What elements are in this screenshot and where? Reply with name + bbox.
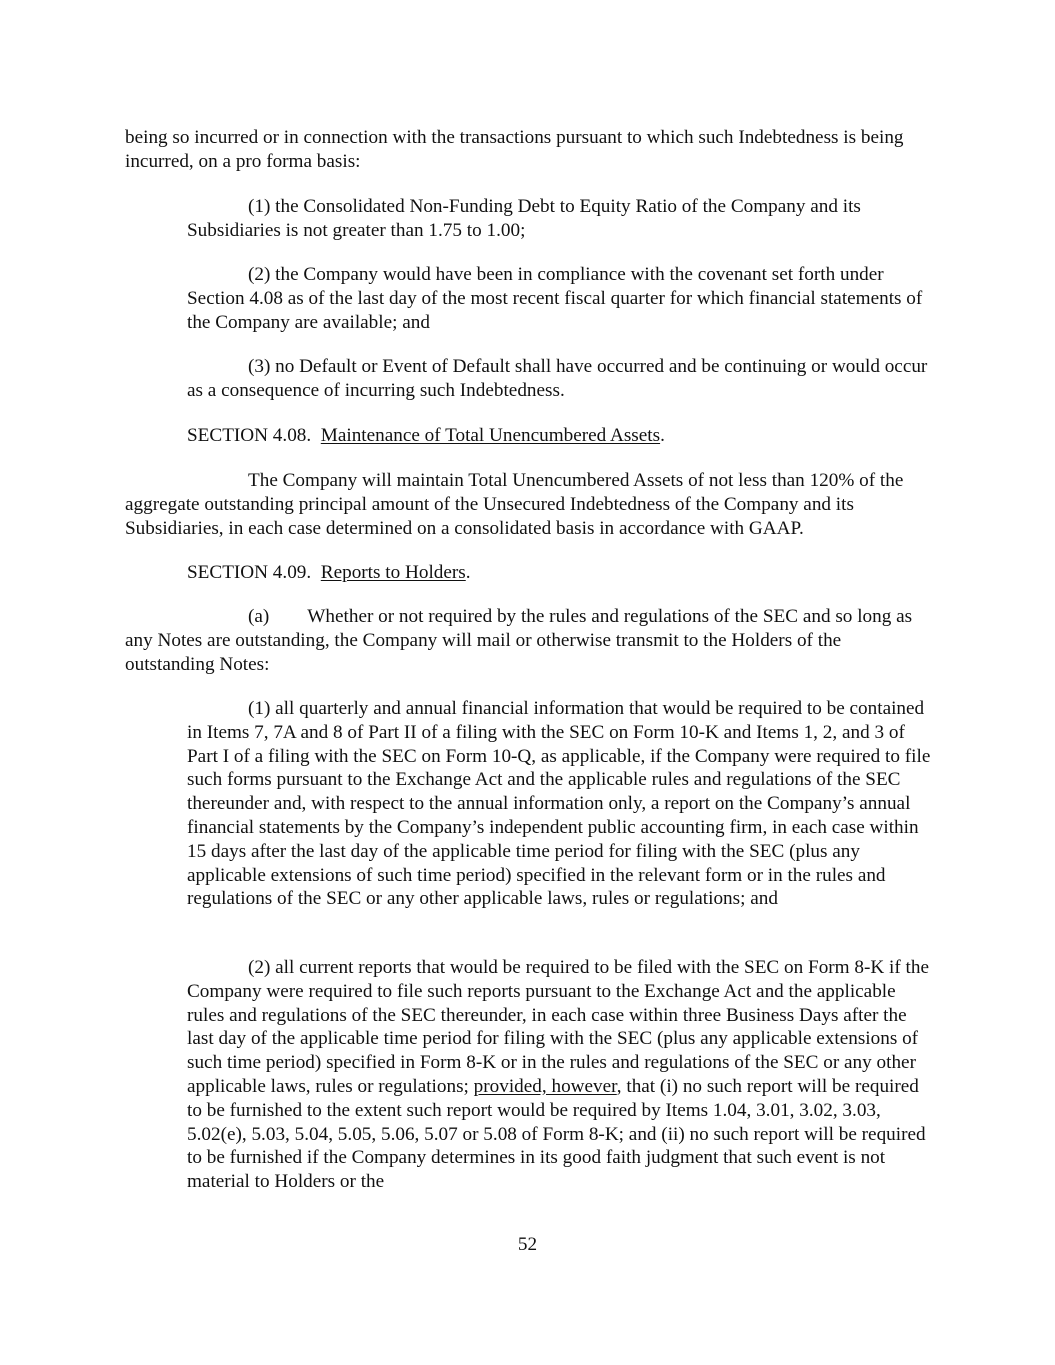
item-2-start: (2) all current reports that would be required to be filed with the SEC on Form 8-K if the Company were required to file such reports pursuant to the Exchange Act and the applicable rules and regulations of the SEC thereunder, in each case within three Business Days after the last day of the applicable time period for filing with the SEC (plus any applicable extensions of such time period) specified in Form 8-K or in the rules and regulations of the SEC or any other applicable laws, rules or regulations; xyxy=(187,957,929,1097)
intro-paragraph: being so incurred or in connection with the transactions pursuant to which such Indebtedness is being incurred, on a pro forma basis: xyxy=(125,127,904,172)
section-408-number: SECTION 4.08. xyxy=(187,425,312,446)
item-2-rest: , that (i) no such report will be required to be furnished to the extent such report would be required by Items 1.04, 3.01, 3.02, 3.03, 5.02(e), 5.03, 5.04, 5.05, 5.06, 5.07 or 5.08 of Form 8-K; and (ii) no such report will be required to be furnished if the Company determines in its good faith judgment that such event is not material to Holders or the xyxy=(187,1075,926,1193)
section-408-body: The Company will maintain Total Unencumbered Assets of not less than 120% of the aggregate outstanding principal amount of the Unsecured Indebtedness of the Company and its Subsidiaries, in each case determined on a consolidated basis in accordance with GAAP. xyxy=(125,470,904,539)
section-409-number: SECTION 4.09. xyxy=(187,562,312,583)
section-409-heading xyxy=(187,561,935,585)
condition-2: (2) the Company would have been in compliance with the covenant set forth under Section 4.08 as of the last day of the most recent fiscal quarter for which financial statements of the Company are available; and xyxy=(187,264,923,333)
section-408-period: . xyxy=(660,425,665,446)
item-2-proviso: provided, however xyxy=(473,1075,617,1097)
para-a-text: Whether or not required by the rules and regulations of the SEC and so long as any Notes are outstanding, the Company will mail or otherwise transmit to the Holders of the outstanding Notes: xyxy=(125,606,913,675)
section-408-title: Maintenance of Total Unencumbered Assets xyxy=(320,425,661,446)
section-409-item-1: (1) all quarterly and annual financial information that would be required to be contained in Items 7, 7A and 8 of Part II of a filing with the SEC on Form 10-K and Items 1, 2, and 3 of Part I of a filing with the SEC on Form 10-Q, as applicable, if the Company were required to file such forms pursuant to the Exchange Act and the applicable rules and regulations of the SEC thereunder and, with respect to the annual information only, a report on the Company’s annual financial statements by the Company’s independent public accounting firm, in each case within 15 days after the last day of the applicable time period for filing with the SEC (plus any applicable extensions of such time period) specified in the relevant form or in the rules and regulations of the SEC or any other applicable laws, rules or regulations; and xyxy=(187,698,931,910)
section-409-para-a xyxy=(125,605,935,676)
section-408-heading xyxy=(187,424,935,448)
condition-1: (1) the Consolidated Non-Funding Debt to Equity Ratio of the Company and its Subsidiaries is not greater than 1.75 to 1.00; xyxy=(187,196,861,241)
section-409-title: Reports to Holders xyxy=(320,562,466,583)
page-number: 52 xyxy=(517,1234,538,1255)
condition-3: (3) no Default or Event of Default shall have occurred and be continuing or would occur as a consequence of incurring such Indebtedness. xyxy=(187,356,928,401)
section-409-period: . xyxy=(465,562,471,583)
para-a-label: (a) xyxy=(248,606,270,627)
section-409-item-2 xyxy=(187,956,935,1194)
